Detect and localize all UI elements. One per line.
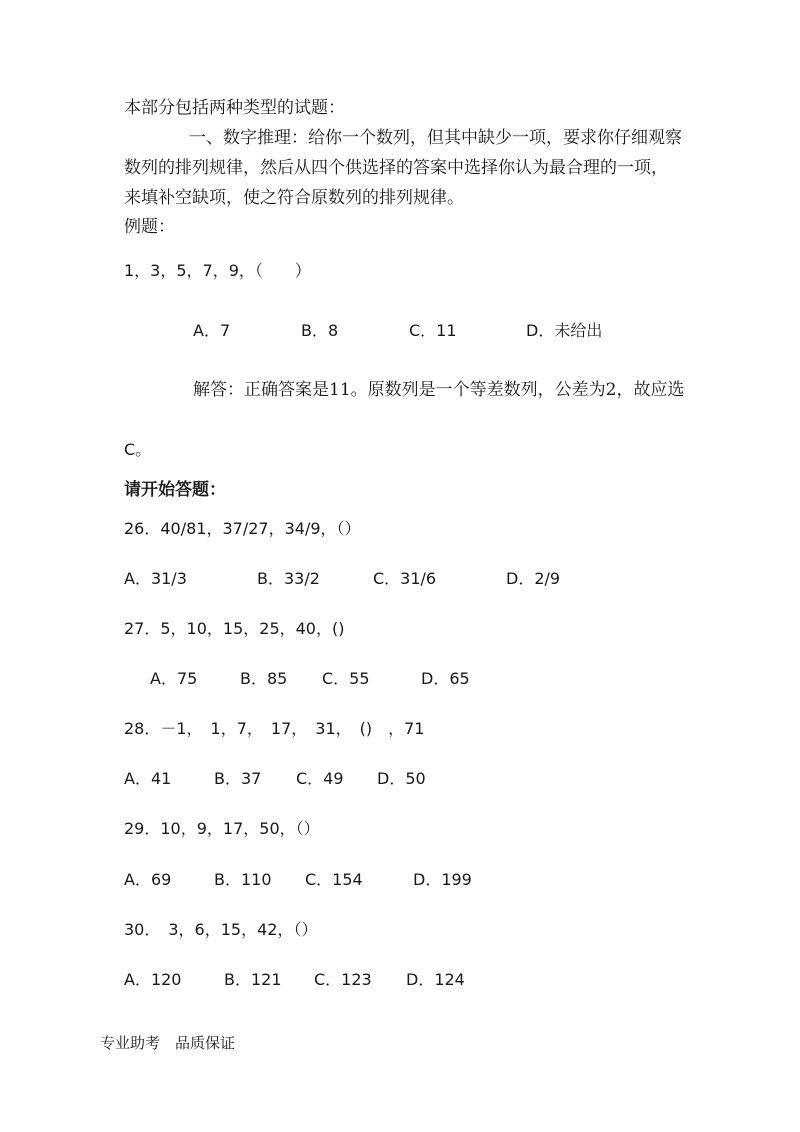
question-29-stem: 29．10，9，17，50，（）	[124, 819, 320, 838]
question-27-stem: 27．5，10，15，25，40，()	[124, 619, 345, 638]
question-26-stem: 26．40/81，37/27，34/9，（）	[124, 519, 361, 538]
intro-line-1: 本部分包括两种类型的试题：	[124, 98, 345, 118]
question-28-option-a: A．41	[124, 769, 172, 788]
example-option-c: C．11	[409, 321, 457, 340]
question-27-option-a: A．75	[150, 669, 198, 688]
example-answer-line-1: 解答：正确答案是11。原数列是一个等差数列，公差为2，故应选	[193, 380, 685, 400]
example-option-b: B．8	[301, 321, 339, 340]
example-option-a: A．7	[193, 321, 231, 340]
question-26-option-a: A．31/3	[124, 569, 187, 588]
question-28-option-d: D．50	[377, 769, 426, 788]
question-30-option-b: B．121	[224, 970, 282, 989]
example-option-d: D．未给出	[526, 321, 603, 340]
intro-line-2: 一、数字推理：给你一个数列，但其中缺少一项，要求你仔细观察	[189, 128, 682, 148]
question-27-option-c: C．55	[322, 669, 370, 688]
question-29-option-d: D．199	[413, 870, 472, 889]
example-answer-line-2: C。	[124, 440, 152, 459]
question-30-option-c: C．123	[314, 970, 372, 989]
question-27-option-d: D．65	[421, 669, 470, 688]
question-30-stem: 30． 3，6，15，42，（）	[124, 920, 318, 939]
question-27-option-b: B．85	[240, 669, 288, 688]
question-26-option-d: D．2/9	[506, 569, 561, 588]
intro-line-4: 来填补空缺项，使之符合原数列的排列规律。	[124, 188, 464, 208]
intro-line-3: 数列的排列规律，然后从四个供选择的答案中选择你认为最合理的一项，	[124, 158, 668, 178]
question-30-option-a: A．120	[124, 970, 182, 989]
start-label: 请开始答题：	[124, 480, 226, 500]
example-question: 1，3，5，7，9，（ ）	[124, 261, 311, 280]
question-26-option-c: C．31/6	[373, 569, 437, 588]
example-label: 例题：	[124, 217, 175, 237]
question-28-stem: 28．－1， 1，7， 17， 31， () ，71	[124, 719, 425, 738]
question-29-option-c: C．154	[305, 870, 363, 889]
question-29-option-b: B．110	[214, 870, 272, 889]
page-footer: 专业助考 品质保证	[100, 1034, 236, 1052]
question-30-option-d: D．124	[406, 970, 465, 989]
question-28-option-c: C．49	[296, 769, 344, 788]
question-26-option-b: B．33/2	[257, 569, 320, 588]
question-28-option-b: B．37	[214, 769, 262, 788]
question-29-option-a: A．69	[124, 870, 172, 889]
